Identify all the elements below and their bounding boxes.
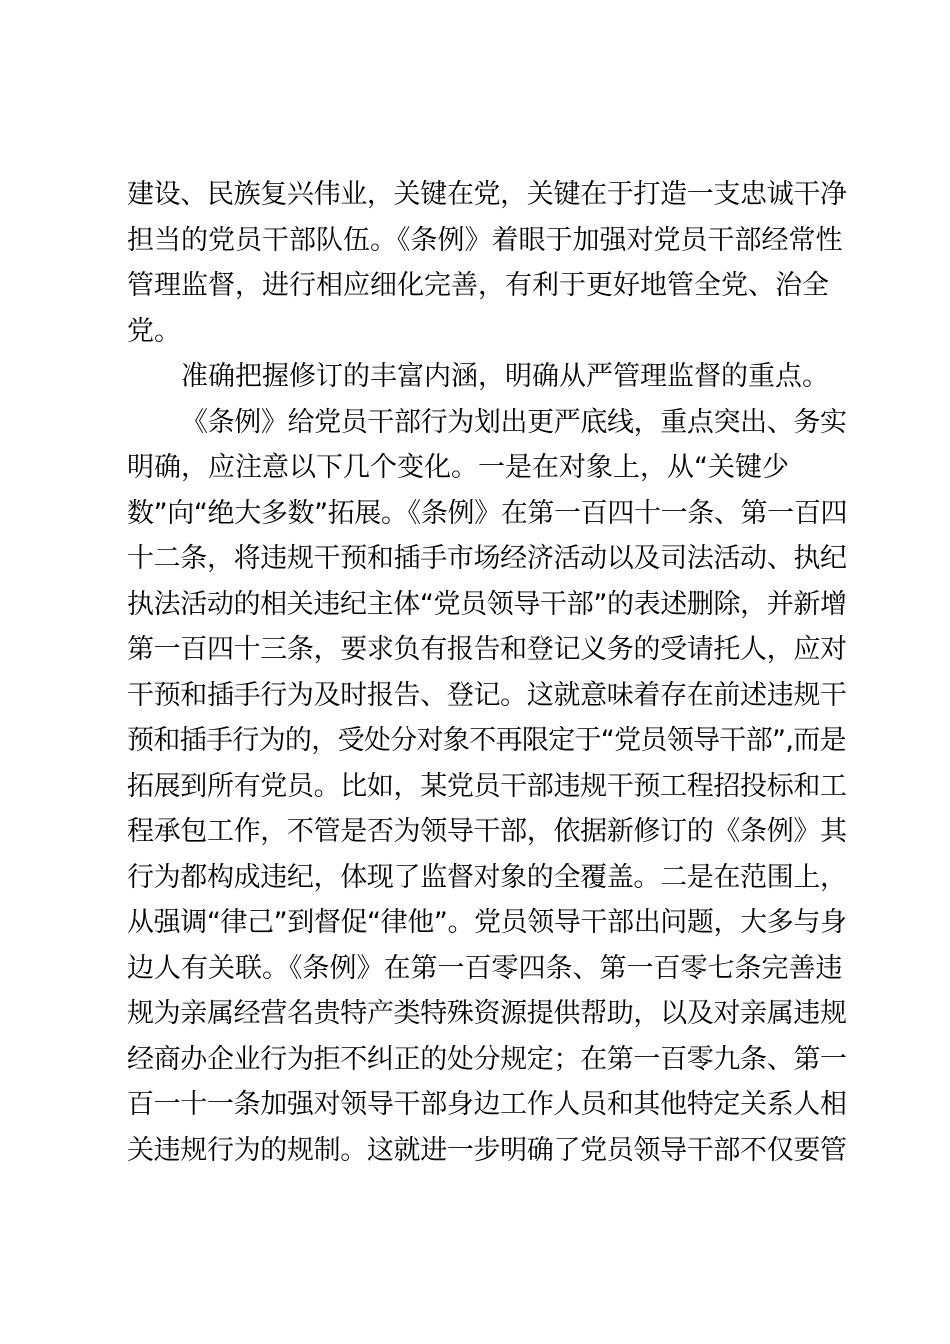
text-line-13: 预和插手行为的，受处分对象不再限定于“党员领导干部”,而是	[127, 725, 846, 756]
text-line-18: 边人有关联。《条例》在第一百零四条、第一百零七条完善违	[127, 952, 843, 984]
text-line-5: 准确把握修订的丰富内涵，明确从严管理监督的重点。	[181, 361, 829, 392]
text-line-4: 党。	[127, 315, 181, 347]
text-line-7: 明确，应注意以下几个变化。一是在对象上，从“关键少	[127, 452, 789, 483]
text-line-1: 建设、民族复兴伟业，关键在党，关键在于打造一支忠诚干净	[127, 179, 847, 210]
text-line-15: 程承包工作，不管是否为领导干部，依据新修订的《条例》其	[127, 816, 847, 847]
text-line-10: 执法活动的相关违纪主体“党员领导干部”的表述删除，并新增	[127, 588, 847, 620]
text-line-21: 百一十一条加强对领导干部身边工作人员和其他特定关系人相	[127, 1089, 847, 1120]
text-line-16: 行为都构成违纪，体现了监督对象的全覆盖。二是在范围上，	[127, 861, 847, 893]
text-line-6: 《条例》给党员干部行为划出更严底线，重点突出、务实	[181, 406, 847, 438]
text-line-22: 关违规行为的规制。这就进一步明确了党员领导干部不仅要管	[127, 1134, 847, 1166]
text-line-20: 经商办企业行为拒不纠正的处分规定；在第一百零九条、第一	[127, 1043, 847, 1075]
text-line-14: 拓展到所有党员。比如，某党员干部违规干预工程招投标和工	[127, 770, 847, 802]
text-line-2: 担当的党员干部队伍。《条例》着眼于加强对党员干部经常性	[127, 224, 843, 256]
text-line-19: 规为亲属经营名贵特产类特殊资源提供帮助，以及对亲属违规	[127, 998, 847, 1029]
text-line-11: 第一百四十三条，要求负有报告和登记义务的受请托人，应对	[127, 634, 847, 665]
text-line-8: 数”向“绝大多数”拓展。《条例》在第一百四十一条、第一百四	[127, 497, 848, 529]
text-line-17: 从强调“律己”到督促“律他”。党员领导干部出问题，大多与身	[127, 907, 847, 938]
body-text	[127, 172, 847, 1173]
text-line-9: 十二条，将违规干预和插手市场经济活动以及司法活动、执纪	[127, 543, 847, 574]
text-line-3: 管理监督，进行相应细化完善，有利于更好地管全党、治全	[127, 270, 829, 301]
text-line-12: 干预和插手行为及时报告、登记。这就意味着存在前述违规干	[127, 679, 847, 711]
